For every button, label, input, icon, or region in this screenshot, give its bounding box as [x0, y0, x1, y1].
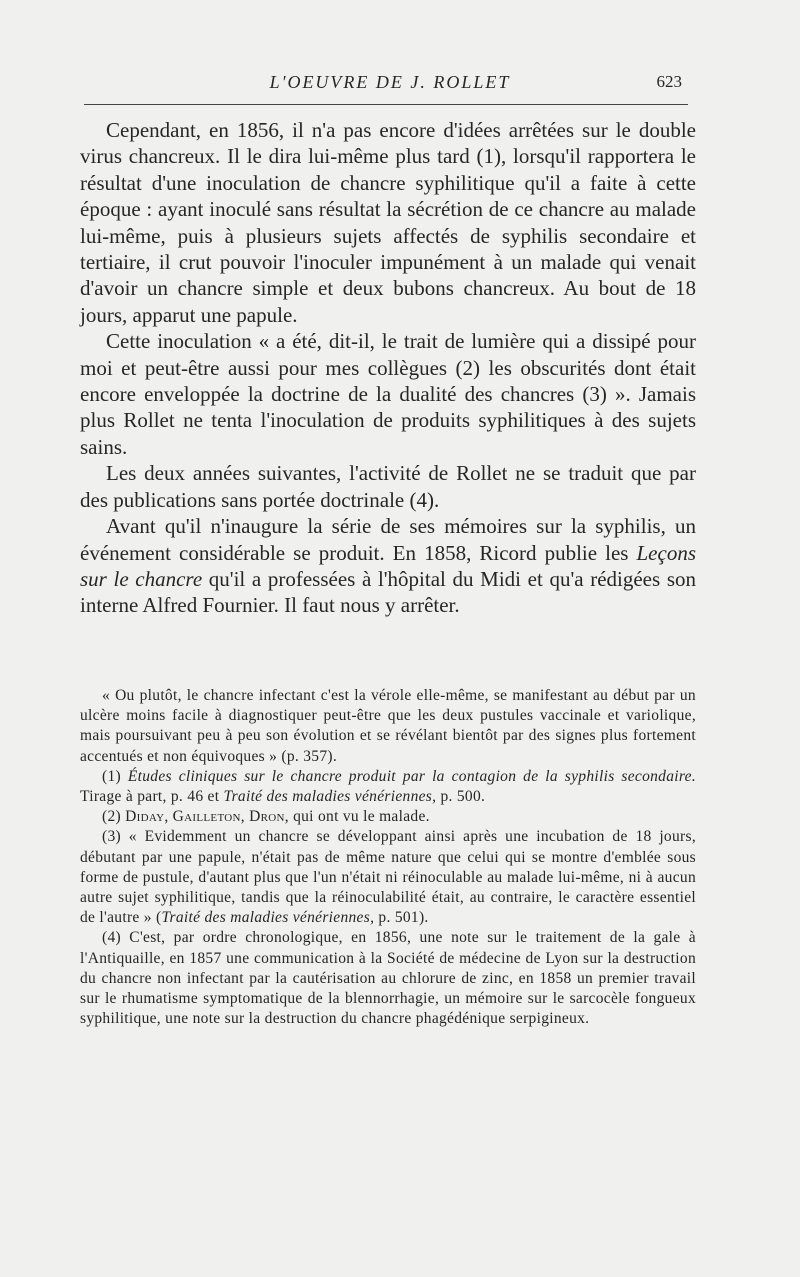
- page-number: 623: [656, 72, 682, 91]
- footnote-2: [80, 807, 696, 827]
- footnote-1-marker: (1): [102, 767, 128, 785]
- footnote-1-end: p. 500.: [436, 788, 486, 806]
- footnote-1-middle: Tirage à part, p. 46 et: [80, 788, 224, 806]
- footnote-2-names: Diday, Gailleton, Dron,: [125, 808, 289, 826]
- footnote-1-title: Études cliniques sur le chancre produit par la contagion de la syphilis secondaire.: [127, 767, 696, 785]
- footnote-3-title: Traité des maladies vénériennes,: [161, 909, 375, 927]
- main-text: [80, 117, 696, 619]
- paragraph-1: Cependant, en 1856, il n'a pas encore d'idées arrêtées sur le double virus chancreux. Il le dira lui-même plus tard (1), lorsqu'il rapportera le résultat d'une inoculation de chancre syphilitique qu'il a faite à cette époque : ayant inoculé sans résultat la sécrétion de ce chancre au malade lui-même, puis à plusieurs sujets affectés de syphilis secondaire et tertiaire, il crut pouvoir l'inoculer impunément à un malade qui venait d'avoir un chancre simple et deux bubons chancreux. Au bout de 18 jours, apparut une papule.: [80, 118, 696, 327]
- footnote-3-end: p. 501).: [374, 909, 429, 927]
- paragraph-3: Les deux années suivantes, l'activité de Rollet ne se traduit que par des publications sans portée doctrinale (4).: [80, 461, 696, 512]
- footnote-2-marker: (2): [102, 808, 126, 826]
- running-title: L'OEUVRE DE J. ROLLET: [269, 72, 511, 92]
- paragraph-2: Cette inoculation « a été, dit-il, le trait de lumière qui a dissipé pour moi et peut-être aussi pour mes collègues (2) les obscurités dont était encore enveloppée la doctrine de la dualité des chancres (3) ». Jamais plus Rollet ne tenta l'inoculation de produits syphilitiques à des sujets sains.: [80, 329, 696, 459]
- footnote-quote: « Ou plutôt, le chancre infectant c'est la vérole elle-même, se manifestant au début par un ulcère moins facile à diagnostiquer peut-être que les deux pustules vaccinale et variolique, mais poursuivant peu à peu son évolution et se révélant bientôt par des signes plus fortement accentués et non équivoques » (p. 357).: [80, 687, 696, 765]
- footnote-1: [80, 767, 696, 807]
- book-title-lecons: Leçons sur le chancre: [80, 540, 696, 591]
- footnote-2-end: qui ont vu le malade.: [288, 808, 430, 826]
- header-rule: [84, 104, 688, 105]
- paragraph-4-start: Avant qu'il n'inaugure la série de ses mémoires sur la syphilis, un événement considérable se produit. En 1858, Ricord publie les: [80, 514, 696, 565]
- footnote-3: [80, 827, 696, 928]
- paragraph-4: [80, 513, 696, 619]
- footnotes: [80, 686, 696, 1029]
- footnote-4: (4) C'est, par ordre chronologique, en 1856, une note sur le traitement de la gale à l'Antiquaille, en 1857 une communication à la Société de médecine de Lyon sur la destruction du chancre non infectant par la cautérisation au chlorure de zinc, en 1858 un premier travail sur le rhumatisme symptomatique de la blennorrhagie, un mémoire sur le sarcocèle fongueux syphilitique, une note sur la destruction du chancre phagédénique serpigineux.: [80, 929, 696, 1028]
- running-header: [80, 72, 680, 102]
- footnote-1-title-2: Traité des maladies vénériennes,: [223, 788, 437, 806]
- footnote-3-start: (3) « Evidemment un chancre se développant ainsi après une incubation de 18 jours, débutant par une papule, n'était pas de même nature que celui qui se montre d'emblée sous forme de pustule, d'autant plus que l'un n'était ni réinoculable au malade lui-même, ni à aucun autre sujet syphilitique, tandis que la réinoculabilité était, au contraire, le caractère essentiel de l'autre » (: [80, 828, 696, 927]
- paragraph-4-end: qu'il a professées à l'hôpital du Midi et qu'a rédigées son interne Alfred Fournier. Il faut nous y arrêter.: [80, 566, 696, 618]
